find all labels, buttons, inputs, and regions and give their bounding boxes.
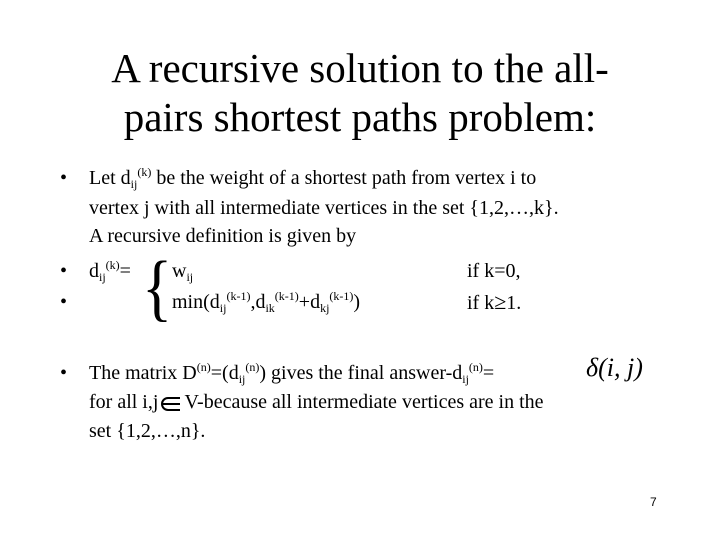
subscript: kj — [320, 301, 330, 315]
page-number: 7 — [650, 495, 657, 509]
superscript: (n) — [245, 360, 260, 374]
text: = — [119, 260, 131, 282]
subscript: ij — [99, 270, 106, 284]
text: V-because all intermediate vertices are in the — [184, 391, 544, 413]
superscript: (k-1) — [274, 289, 299, 303]
superscript: (k) — [137, 165, 152, 179]
subscript: ij — [462, 372, 469, 386]
delta-formula: δ(i, j) — [586, 353, 643, 382]
text: Let d — [89, 167, 131, 189]
text: ) — [353, 291, 361, 313]
text: be the weight of a shortest path from vertex i to — [151, 167, 537, 189]
left-brace-icon: { — [142, 247, 173, 329]
subscript: ij — [186, 270, 194, 284]
recurrence-lhs — [89, 259, 131, 283]
recurrence-case-1 — [172, 259, 193, 283]
bullet-1-line-1 — [89, 166, 536, 190]
superscript: (k) — [105, 258, 120, 272]
title-line-1: A recursive solution to the all- — [111, 45, 609, 91]
recurrence-condition-2 — [467, 290, 521, 315]
bullet-marker: • — [60, 260, 68, 282]
text: +d — [298, 291, 321, 313]
recurrence-case-2 — [172, 290, 360, 314]
bullet-4-line-3: set {1,2,…,n}. — [89, 420, 206, 442]
text: 1. — [506, 292, 522, 314]
text: =(d — [210, 362, 239, 384]
element-of-icon — [158, 390, 184, 408]
text: if k — [467, 292, 495, 314]
subscript: ij — [219, 301, 227, 315]
superscript: (k-1) — [329, 289, 354, 303]
text: w — [172, 260, 187, 282]
bullet-marker: • — [60, 291, 68, 313]
recurrence-condition-1: if k=0, — [467, 260, 521, 282]
text: The matrix D — [89, 362, 197, 384]
ge-symbol: ≥ — [494, 289, 507, 314]
bullet-1-line-3: A recursive definition is given by — [89, 225, 357, 247]
superscript: (n) — [196, 360, 211, 374]
slide-title — [60, 44, 660, 142]
text: d — [89, 260, 99, 282]
text: for all i,j — [89, 391, 159, 413]
superscript: (k-1) — [226, 289, 251, 303]
text: min(d — [172, 291, 220, 313]
subscript: ij — [238, 372, 246, 386]
text: = — [482, 362, 495, 384]
subscript: ij — [130, 177, 138, 191]
superscript: (n) — [468, 360, 483, 374]
subscript: ik — [265, 301, 275, 315]
text: ) gives the final answer-d — [259, 362, 463, 384]
bullet-1-line-2: vertex j with all intermediate vertices in the set {1,2,…,k}. — [89, 197, 559, 219]
title-line-2: pairs shortest paths problem: — [123, 94, 597, 140]
bullet-4-line-2 — [89, 390, 544, 414]
text: ,d — [250, 291, 266, 313]
bullet-marker: • — [60, 167, 68, 189]
bullet-marker: • — [60, 362, 68, 384]
bullet-4-line-1 — [89, 361, 494, 385]
